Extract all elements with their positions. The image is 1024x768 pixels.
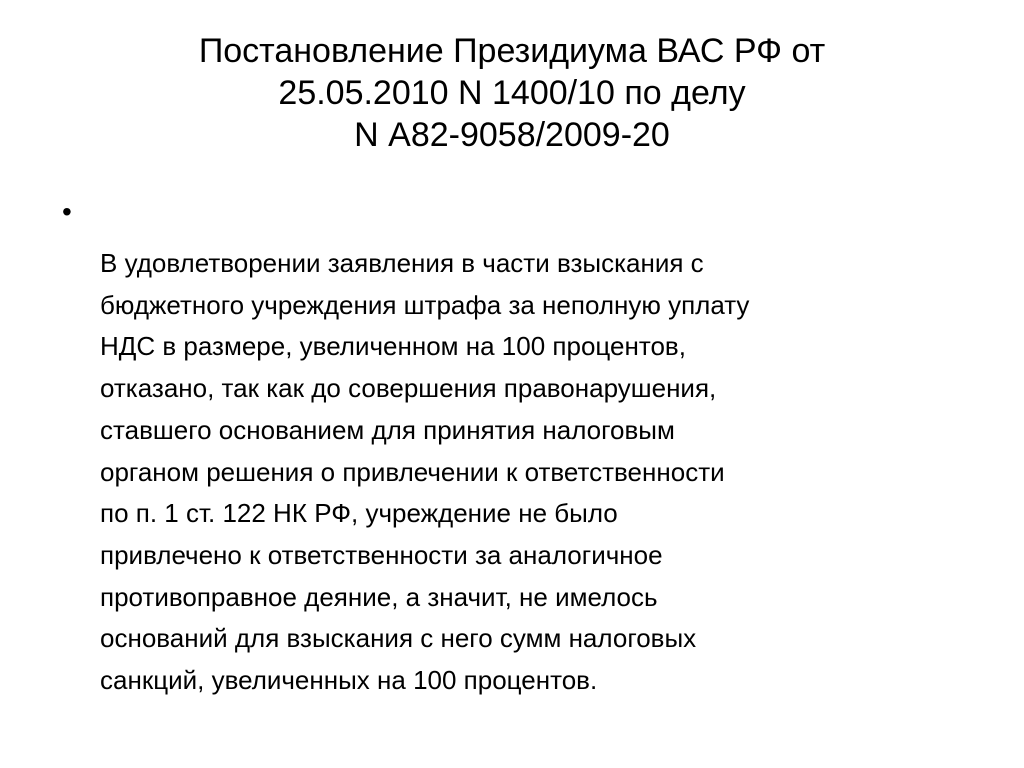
title-line-3: N А82-9058/2009-20 <box>354 116 670 154</box>
body-line-1: В удовлетворении заявления в части взыскания с <box>100 248 704 278</box>
body-line-4: отказано, так как до совершения правонарушения, <box>100 373 717 404</box>
body-line-2: бюджетного учреждения штрафа за неполную уплату <box>100 289 750 320</box>
body-line-9: противоправное деяние, а значит, не имелось <box>100 581 658 612</box>
slide-title <box>40 30 984 156</box>
body-line-7: по п. 1 ст. 122 НК РФ, учреждение не было <box>100 498 618 529</box>
bullet-icon: • <box>62 196 72 227</box>
body-line-11: санкций, увеличенных на 100 процентов. <box>100 665 598 696</box>
title-line-2: 25.05.2010 N 1400/10 по делу <box>278 74 746 112</box>
body-line-8: привлечено к ответственности за аналогичное <box>100 539 663 570</box>
body-paragraph <box>100 243 980 702</box>
body-line-10: оснований для взыскания с него сумм налоговых <box>100 623 697 654</box>
body-line-6: органом решения о привлечении к ответственности <box>100 456 725 487</box>
title-line-1: Постановление Президиума ВАС РФ от <box>198 32 826 70</box>
body-line-3: НДС в размере, увеличенном на 100 процентов, <box>100 331 686 362</box>
body-line-5: ставшего основанием для принятия налоговым <box>100 414 675 445</box>
